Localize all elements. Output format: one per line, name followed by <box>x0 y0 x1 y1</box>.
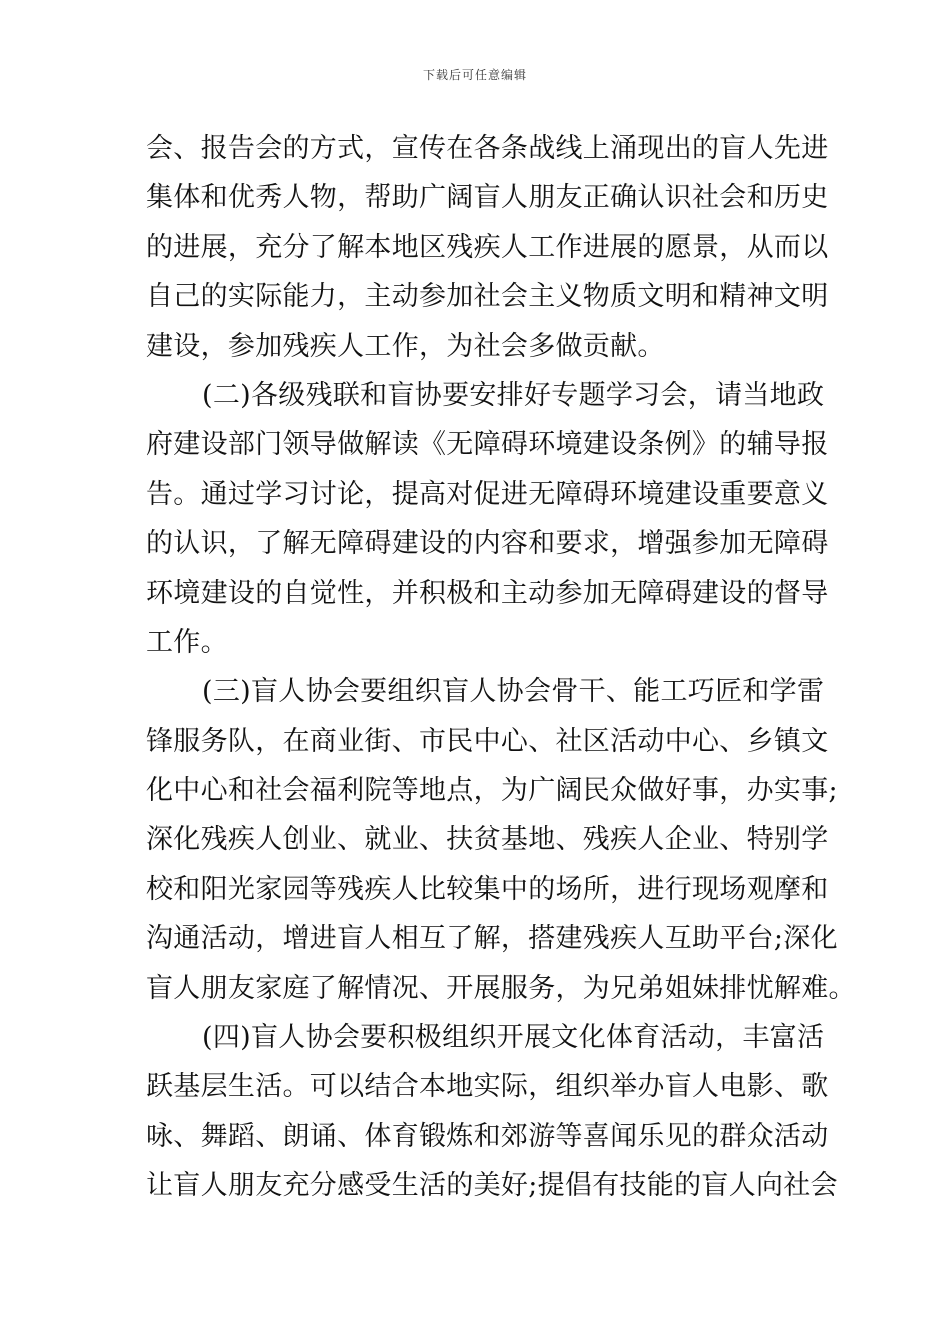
paragraph-4 <box>146 1013 838 1211</box>
text-line: 会、报告会的方式，宣传在各条战线上涌现出的盲人先进 <box>146 133 829 164</box>
text-line: 府建设部门领导做解读《无障碍环境建设条例》的辅导报 <box>146 429 829 461</box>
text-line: 校和阳光家园等残疾人比较集中的场所，进行现场观摩和 <box>146 873 829 905</box>
text-line: 咏、舞蹈、朗诵、体育锻炼和郊游等喜闻乐见的群众活动 <box>146 1120 829 1152</box>
document-body <box>146 124 856 1211</box>
text-line: 的进展，充分了解本地区残疾人工作进展的愿景，从而以 <box>146 231 829 263</box>
text-line: 盲人朋友家庭了解情况、开展服务，为兄弟姐妹排忧解难。 <box>146 972 856 1004</box>
paragraph-1 <box>146 124 829 371</box>
text-line: 沟通活动，增进盲人相互了解，搭建残疾人互助平台;深化 <box>146 923 838 955</box>
text-line: 集体和优秀人物，帮助广阔盲人朋友正确认识社会和历史 <box>146 182 829 214</box>
text-line: (四)盲人协会要积极组织开展文化体育活动，丰富活 <box>202 1022 825 1054</box>
text-line: 自己的实际能力，主动参加社会主义物质文明和精神文明 <box>146 281 829 313</box>
text-line: 让盲人朋友充分感受生活的美好;提倡有技能的盲人向社会 <box>146 1170 838 1202</box>
text-line: 的认识，了解无障碍建设的内容和要求，增强参加无障碍 <box>146 528 829 560</box>
text-line: 建设，参加残疾人工作，为社会多做贡献。 <box>146 330 665 362</box>
text-line: (三)盲人协会要组织盲人协会骨干、能工巧匠和学雷 <box>202 676 825 708</box>
text-line: 跃基层生活。可以结合本地实际，组织举办盲人电影、歌 <box>146 1071 829 1103</box>
paragraph-2 <box>146 371 829 667</box>
text-line: (二)各级残联和盲协要安排好专题学习会，请当地政 <box>202 379 825 411</box>
text-line: 告。通过学习讨论，提高对促进无障碍环境建设重要意义 <box>146 478 829 510</box>
text-line: 环境建设的自觉性，并积极和主动参加无障碍建设的督导 <box>146 577 829 609</box>
text-line: 化中心和社会福利院等地点，为广阔民众做好事，办实事; <box>146 775 838 807</box>
text-line: 工作。 <box>146 626 228 658</box>
text-line: 锋服务队，在商业街、市民中心、社区活动中心、乡镇文 <box>146 725 829 757</box>
page-header: 下载后可任意编辑 <box>422 68 527 82</box>
paragraph-3 <box>146 667 856 1013</box>
text-line: 深化残疾人创业、就业、扶贫基地、残疾人企业、特别学 <box>146 824 829 856</box>
